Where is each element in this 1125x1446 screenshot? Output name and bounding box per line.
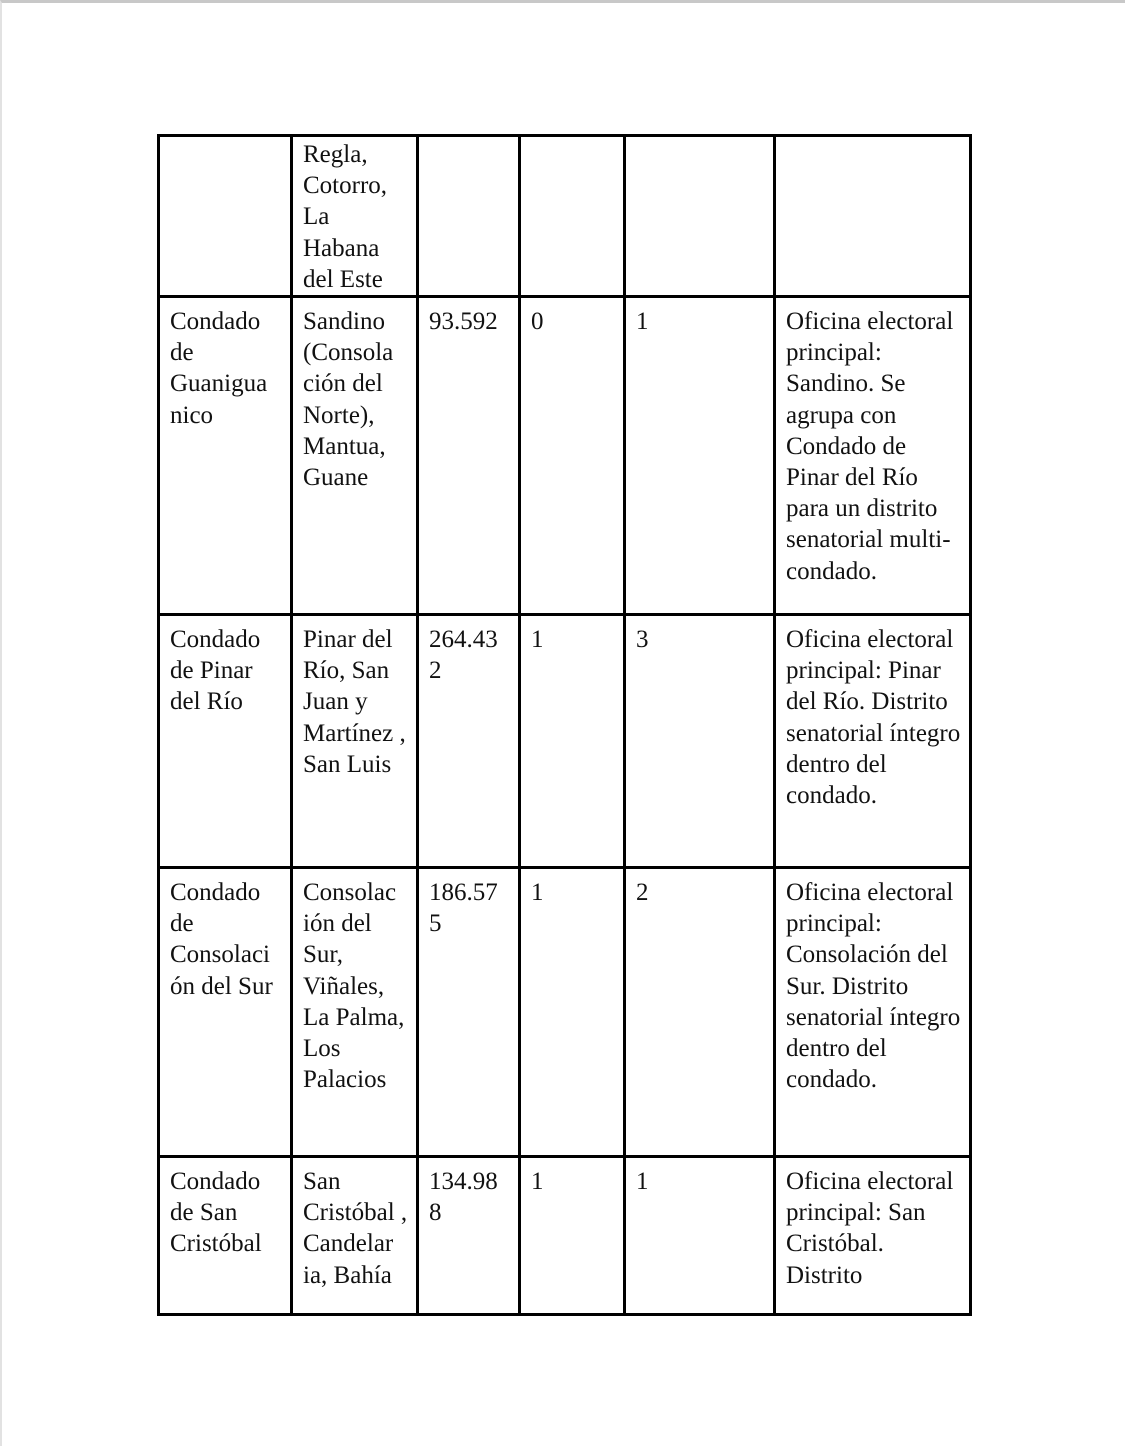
county-name-cell: Condado de Consolaci ón del Sur	[159, 868, 292, 1157]
notes-cell: Oficina electoral principal: Consolación del Sur. Distrito senatorial íntegro dentro del condado.	[775, 868, 971, 1157]
count-cell: 0	[520, 297, 625, 615]
count-cell: 1	[520, 1157, 625, 1315]
population-cell	[418, 136, 520, 297]
county-name-cell: Condado de San Cristóbal	[159, 1157, 292, 1315]
count-cell	[520, 136, 625, 297]
count-cell: 1	[520, 868, 625, 1157]
notes-cell: Oficina electoral principal: Sandino. Se agrupa con Condado de Pinar del Río para un distrito senatorial multi-condado.	[775, 297, 971, 615]
county-table	[157, 134, 972, 1316]
notes-cell	[775, 136, 971, 297]
county-name-cell: Condado de Guanigua nico	[159, 297, 292, 615]
municipalities-cell: Sandino (Consola ción del Norte), Mantua, Guane	[292, 297, 418, 615]
table-row	[159, 1157, 971, 1315]
population-cell: 264.43 2	[418, 615, 520, 868]
notes-cell: Oficina electoral principal: San Cristóbal. Distrito	[775, 1157, 971, 1315]
table-row	[159, 868, 971, 1157]
population-cell: 134.98 8	[418, 1157, 520, 1315]
municipalities-cell: Regla, Cotorro, La Habana del Este	[292, 136, 418, 297]
county-name-cell	[159, 136, 292, 297]
notes-cell: Oficina electoral principal: Pinar del Río. Distrito senatorial íntegro dentro del condado.	[775, 615, 971, 868]
table-row	[159, 136, 971, 297]
county-name-cell: Condado de Pinar del Río	[159, 615, 292, 868]
table-row	[159, 615, 971, 868]
count-cell: 2	[625, 868, 775, 1157]
municipalities-cell: San Cristóbal , Candelar ia, Bahía	[292, 1157, 418, 1315]
table-row	[159, 297, 971, 615]
count-cell: 1	[625, 297, 775, 615]
count-cell: 1	[520, 615, 625, 868]
count-cell	[625, 136, 775, 297]
municipalities-cell: Consolac ión del Sur, Viñales, La Palma, Los Palacios	[292, 868, 418, 1157]
municipalities-cell: Pinar del Río, San Juan y Martínez , San Luis	[292, 615, 418, 868]
population-cell: 93.592	[418, 297, 520, 615]
count-cell: 1	[625, 1157, 775, 1315]
population-cell: 186.57 5	[418, 868, 520, 1157]
count-cell: 3	[625, 615, 775, 868]
